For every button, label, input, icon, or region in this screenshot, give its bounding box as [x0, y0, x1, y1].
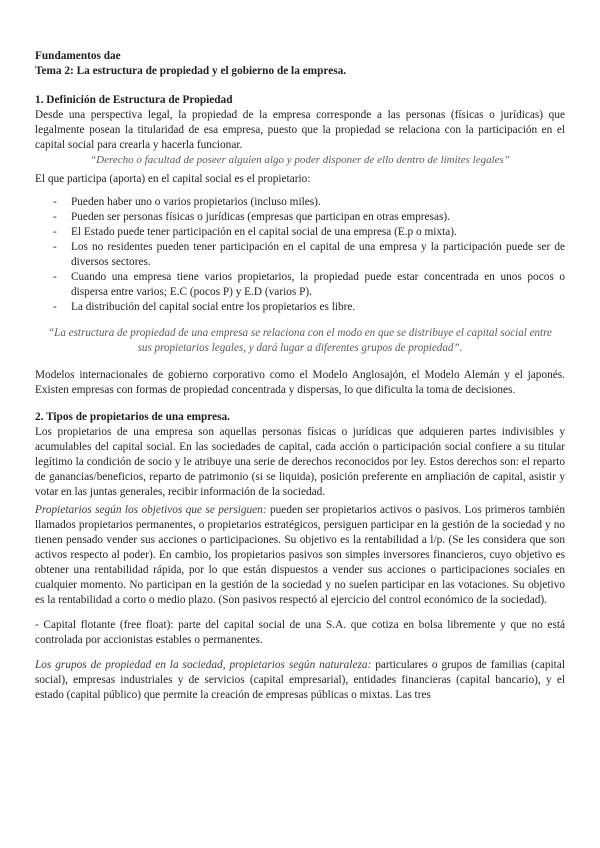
section-2-heading: 2. Tipos de propietarios de una empresa.: [35, 411, 231, 423]
list-item: - La distribución del capital social entre los propietarios es libre.: [53, 300, 565, 315]
owners-by-objective-text: pueden ser propietarios activos o pasivos. Los primeros también llamados propietarios permanentes, o propietarios estratégicos, persiguen participar en la gestión de la sociedad y no tienen pensado vender sus acciones o participaciones. Su objetivo es la rentabilidad a l/p. (Se les considera que son activos respecto al poder). En cambio, los propietarios pasivos son simples inversores financieros, cuyo objetivo es obtener una rentabilidad rápida, por lo que están dispuestos a vender sus acciones o participaciones sociales en cualquier momento. No participan en la gestión de la sociedad y no suelen participar en las votaciones. Su objetivo es la rentabilidad a corto o medio plazo. (Son pasivos respectó al ejercicio del control económico de la sociedad).: [35, 504, 565, 606]
list-item: - Pueden ser personas físicas o jurídicas (empresas que participan en otras empresas).: [53, 210, 565, 225]
ownership-structure-quote: “La estructura de propiedad de una empresa se relaciona con el modo en que se distribuye el capital social entre sus propietarios legales, y dará lugar a diferentes grupos de propiedad”.: [48, 327, 552, 354]
governance-models-paragraph: Modelos internacionales de gobierno corporativo como el Modelo Anglosajón, el Modelo Alemán y el japonés. Existen empresas con formas de propiedad concentrada y dispersas, lo que dificulta la toma de decisiones.: [35, 369, 565, 396]
ownership-groups-paragraph: [35, 658, 565, 703]
section-1-heading: 1. Definición de Estructura de Propiedad: [35, 94, 233, 106]
topic-title: Tema 2: La estructura de propiedad y el gobierno de la empresa.: [35, 65, 347, 77]
ownership-groups-label: Los grupos de propiedad en la sociedad, propietarios según naturaleza:: [35, 659, 372, 671]
owners-by-objective-label: Propietarios según los objetivos que se persiguen:: [35, 504, 267, 516]
list-item: - Los no residentes pueden tener participación en el capital de una empresa y la participación puede ser de diversos sectores.: [53, 240, 565, 270]
course-title: Fundamentos dae: [35, 50, 121, 62]
free-float-paragraph: - Capital flotante (free float): parte del capital social de una S.A. que cotiza en bolsa libremente y que no está controlada por accionistas estables o permanentes.: [35, 619, 565, 646]
list-item: - El Estado puede tener participación en el capital social de una empresa (E.p o mixta).: [53, 225, 565, 240]
owners-by-objective-paragraph: [35, 503, 565, 608]
owner-intro: El que participa (aporta) en el capital social es el propietario:: [35, 173, 311, 185]
section-1-paragraph: Desde una perspectiva legal, la propiedad de la empresa corresponde a las personas (físicas o jurídicas) que legalmente posean la titularidad de esa empresa, puesto que la propiedad se relaciona con la participación en el capital social para crearla y hacerla funcionar.: [35, 109, 565, 151]
list-item: - Cuando una empresa tiene varios propietarios, la propiedad puede estar concentrada en unos pocos o dispersa entre varios; E.C (pocos P) y E.D (varios P).: [53, 270, 565, 300]
owner-bullet-list: [53, 195, 565, 315]
list-item: - Pueden haber uno o varios propietarios (incluso miles).: [53, 195, 565, 210]
document-page: [35, 49, 565, 703]
definition-quote: “Derecho o facultad de poseer alguien algo y poder disponer de ello dentro de límites legales”: [90, 154, 510, 166]
ownership-groups-text: particulares o grupos de familias (capital social), empresas industriales y de servicios (capital empresarial), entidades financieras (capital bancario), y el estado (capital público) que permite la creación de empresas públicas o mixtas. Las tres: [35, 659, 565, 701]
owners-definition-paragraph: Los propietarios de una empresa son aquellas personas físicas o jurídicas que adquieren partes indivisibles y acumulables del capital social. En las sociedades de capital, cada acción o participación social confiere a su titular legítimo la condición de socio y le atribuye una serie de derechos reconocidos por ley. Estos derechos son: el reparto de ganancias/beneficios, reparto de patrimonio (si se liquida), posición preferente en ampliación de capital, asistir y votar en las juntas generales, recibir información de la sociedad.: [35, 426, 565, 498]
